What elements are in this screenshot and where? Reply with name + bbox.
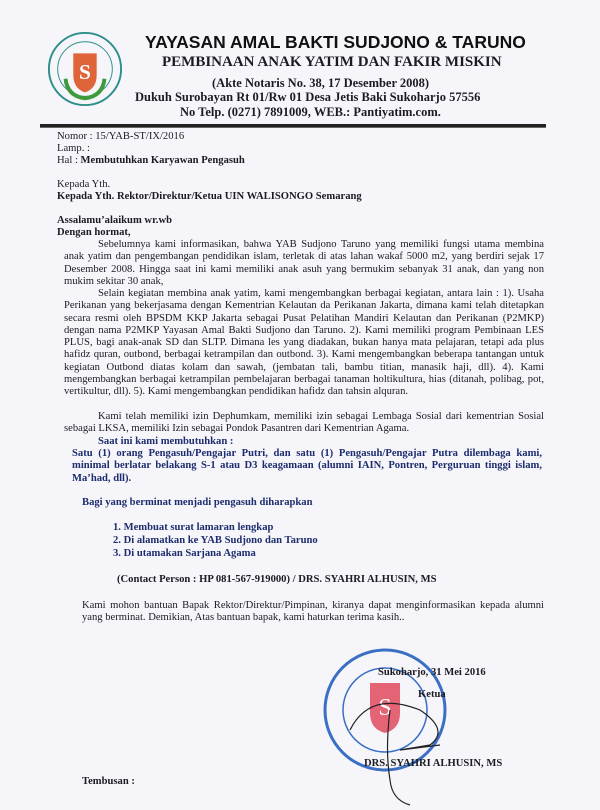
greeting: Assalamu’alaikum wr.wb xyxy=(57,215,172,226)
recipient-line1: Kepada Yth. xyxy=(57,179,111,190)
notary-info: (Akte Notaris No. 38, 17 Desember 2008) xyxy=(212,76,430,90)
requirement-item: 1. Membuat surat lamaran lengkap xyxy=(113,522,274,533)
needs-heading: Saat ini kami membutuhkan : xyxy=(98,436,234,447)
requirement-item: 2. Di alamatkan ke YAB Sudjono dan Taruno xyxy=(113,535,318,546)
paragraph-permits: Kami telah memiliki izin Dephumkam, memiliki izin sebagai Lembaga Sosial dari kementrian Sosial sebagai LKSA, memiliki Izin sebagai Pondok Pasantren dari Kementrian Agama. xyxy=(64,411,544,435)
salutation: Dengan hormat, xyxy=(57,227,131,238)
contact-person: (Contact Person : HP 081-567-919000) / DRS. SYAHRI ALHUSIN, MS xyxy=(117,574,437,585)
closing-paragraph: Kami mohon bantuan Bapak Rektor/Direktur/Pimpinan, kiranya dapat menginformasikan kepada alumni yang berminat. Demikian, Atas bantuan bapak, kami haturkan terima kasih.. xyxy=(82,600,544,624)
subject-value: Membutuhkan Karyawan Pengasuh xyxy=(80,155,245,166)
org-contact: No Telp. (0271) 7891009, WEB.: Pantiyatim.com. xyxy=(180,105,441,119)
org-subtitle: PEMBINAAN ANAK YATIM DAN FAKIR MISKIN xyxy=(162,54,502,70)
recipient-line2: Kepada Yth. Rektor/Direktur/Ketua UIN WALISONGO Semarang xyxy=(57,191,362,202)
letter-number: Nomor : 15/YAB-ST/IX/2016 xyxy=(57,131,185,142)
tembusan-label: Tembusan : xyxy=(82,776,135,787)
header-divider xyxy=(40,124,546,128)
org-address: Dukuh Surobayan Rt 01/Rw 01 Desa Jetis Baki Sukoharjo 57556 xyxy=(135,90,481,104)
requirement-item: 3. Di utamakan Sarjana Agama xyxy=(113,548,256,559)
org-name: YAYASAN AMAL BAKTI SUDJONO & TARUNO xyxy=(145,32,526,52)
signer-title: Ketua xyxy=(418,689,446,700)
paragraph-activities: Selain kegiatan membina anak yatim, kami mengembangkan berbagai kegiatan, antara lain : 1). Usaha Perikanan yang bekerjasama dengan Kementrian Kelautan da Perikanan Jakarta, dimana kami telah ditetapkan secara resmi oleh BPSDM KKP Jakarta sebagai Pusat Pelatihan Mandiri Kelautan dan Perikanan (P2MKP) dengan nama P2MKP Yayasan Amal Bakti Sudjono dan Taruno. 2). Kami memiliki program Pembinaan LES PLUS, bagi anak-anak SD dan SLTP. Dimana les yang diadakan, bukan hanya mata pelajaran, tetapi ada plus hafidz quran, outbond, berbagai ketrampilan dan outbond. 3). Kami mengembangkan beberapa tantangan untuk kegiatan Outbond diatas kolam dan sawah, (jembatan tali, bambu titian, manasik haji, dll). 4). Kami mengembangkan berbagai ketrampilan pembelajaran berbagai tanaman holtikultura, hias (ditanah, polibag, pot, vertikultur, dll). 5). Kami mengembangkan pendidikan hafidz dan tahsin alquran. xyxy=(64,288,544,398)
needs-body: Satu (1) orang Pengasuh/Pengajar Putri, dan satu (1) Pengasuh/Pengajar Putra dilembaga kami, minimal berlatar belakang S-1 atau D3 keagamaan (alumni IAIN, Pontren, Perguruan tinggi islam, Ma’had, dll). xyxy=(72,448,542,484)
signer-name: DRS. SYAHRI ALHUSIN, MS xyxy=(364,758,503,769)
requirements-heading: Bagi yang berminat menjadi pengasuh diharapkan xyxy=(82,497,313,508)
attachment-label: Lamp. : xyxy=(57,143,90,154)
subject-key: Hal : xyxy=(57,155,78,166)
signature-scribble xyxy=(330,690,460,810)
organization-logo xyxy=(46,30,124,108)
place-date: Sukoharjo, 31 Mei 2016 xyxy=(378,667,486,678)
paragraph-intro: Sebelumnya kami informasikan, bahwa YAB Sudjono Taruno yang memiliki fungsi utama membina anak yatim dan pengembangan pendidikan islam, terletak di atas lahan wakaf 5000 m2, yang berdiri sejak 17 Desember 2008. Hingga saat ini kami memiliki anak asuh yang bermukim sebanyak 31 anak, dan yang non mukim sekitar 30 anak, xyxy=(64,239,544,287)
svg-text:S: S xyxy=(378,695,392,721)
svg-text:S: S xyxy=(79,59,91,84)
subject-label xyxy=(57,155,245,167)
